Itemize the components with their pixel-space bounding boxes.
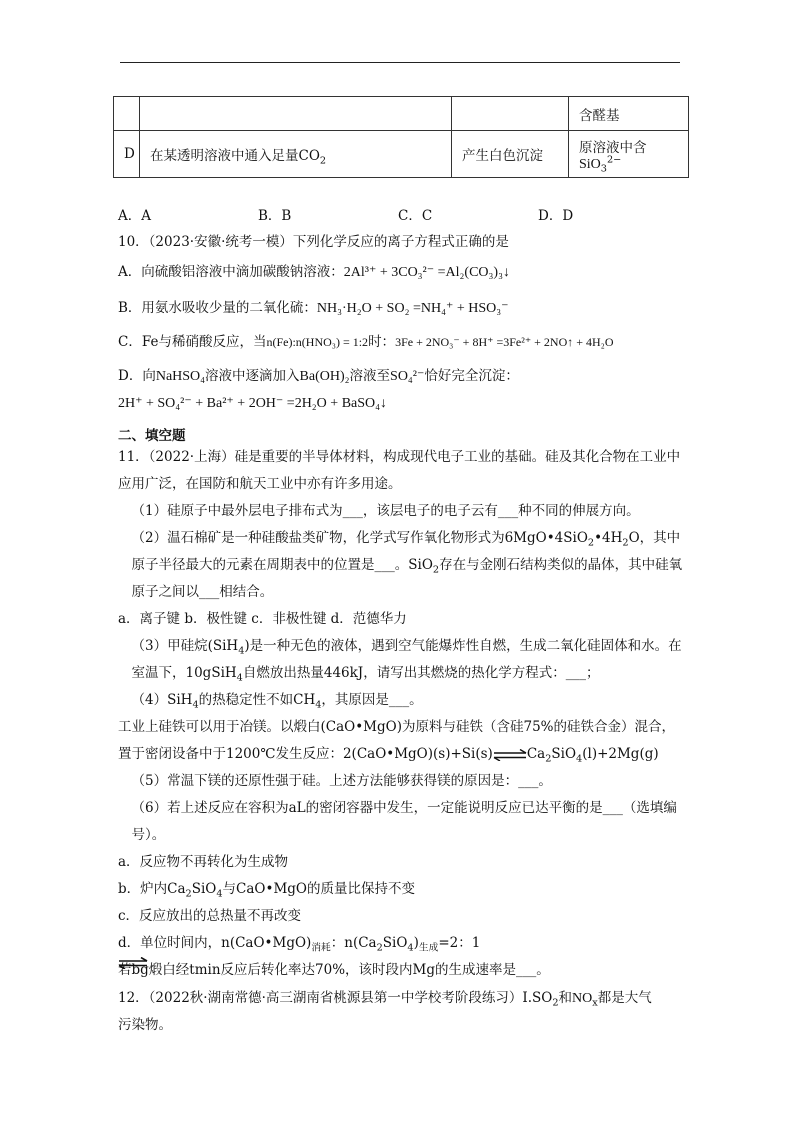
header-rule [120,62,680,63]
equilibrium-arrow-icon [118,957,148,969]
table-cell [452,97,569,131]
equation: NH₃·H₂O + SO₂ =NH₄⁺ + HSO₃⁻ [316,301,509,316]
q11-part6: （6）若上述反应在容积为aL的密闭容器中发生，一定能说明反应已达平衡的是___（选填编号）。 [131,800,677,843]
q10-option-c[interactable]: C．Fe与稀硝酸反应，当n(Fe):n(HNO₃) = 1:2时：3Fe + 2NO₃⁻ + 8H⁺ =3Fe²⁺ + 2NO↑ + 4H₂O [118,334,614,350]
q11-part1: （1）硅原子中最外层电子排布式为___，该层电子的电子云有___种不同的伸展方向。 [131,503,640,519]
q11-part6-option-c: c．反应放出的总热量不再改变 [118,908,302,924]
table-cell: 产生白色沉淀 [452,131,569,178]
q10-stem: 10．（2023·安徽·统考一模）下列化学反应的离子方程式正确的是 [118,234,509,250]
option-a[interactable]: A．A [118,208,151,224]
equation: 2Al³⁺ + 3CO₃²⁻ =Al₂(CO₃)₃↓ [343,265,510,280]
q12 [118,985,683,1039]
equation: 2H⁺ + SO₄²⁻ + Ba²⁺ + 2OH⁻ =2H₂O + BaSO₄↓ [118,396,388,411]
q11-part6-option-b: b．炉内$Ca_2SiO_4$与CaO•MgO的质量比保持不变 [118,881,415,900]
table-cell: 原溶液中含SiO$_3^{2-}$ [569,131,689,178]
table-cell: 在某透明溶液中通入足量$CO_2$ [140,131,452,178]
option-b[interactable]: B．B [258,208,292,224]
equation: 3Fe + 2NO₃⁻ + 8H⁺ =3Fe²⁺ + 2NO↑ + 4H₂O [395,335,614,349]
table-cell: 含醛基 [569,97,689,131]
q12-line1: 12．（2022秋·湖南常德·高三湖南省桃源县第一中学校考阶段练习）$Ⅰ.SO_2$和$NO_x$都是大气 [118,990,652,1009]
section-heading: 二、填空题 [118,428,186,444]
q11-rate: 若bg煅白经tmin反应后转化率达70%，该时段内Mg的生成速率是___。 [118,962,550,978]
q10-option-b[interactable]: B．用氨水吸收少量的二氧化硫：NH₃·H₂O + SO₂ =NH₄⁺ + HSO₃⁻ [118,300,509,316]
q11-part4: （4）SiH$_4$的热稳定性不如$CH_4$，其原因是___。 [131,692,423,711]
option-table [113,96,689,178]
q11-part2-options: a．离子键 b．极性键 c．非极性键 d．范德华力 [118,611,407,627]
option-c[interactable]: C．C [398,208,433,224]
q11-part6-option-d: d．单位时间内，$n(CaO•MgO)_{消耗}$：$n(Ca_2SiO_4)_{生成}=2$：1 [118,935,481,954]
q10-option-a[interactable]: A．向硫酸铝溶液中滴加碳酸钠溶液：2Al³⁺ + 3CO₃²⁻ =Al₂(CO₃)₃↓ [118,264,510,280]
q9-options [118,204,678,224]
equilibrium-arrow-icon [493,749,527,761]
q11-part2: （2）温石棉矿是一种硅酸盐类矿物，化学式写作氧化物形式为$6MgO•4SiO_2•4H_2O$，其中原子半径最大的元素在周期表中的位置是___。SiO$_2$存在与金刚石结构类似的晶体，其中硅氧原子之间以___相结合。 [131,530,683,600]
table-cell [114,97,140,131]
q11-stem: 11．（2022·上海）硅是重要的半导体材料，构成现代电子工业的基础。硅及其化合物在工业中应用广泛，在国防和航天工业中亦有许多用途。 [118,449,681,492]
table-row [114,97,689,131]
q12-line2: 污染物。 [118,1017,172,1033]
q11 [118,444,683,984]
q11-part5: （5）常温下镁的还原性强于硅。上述方法能够获得镁的原因是：___。 [131,773,552,789]
table-row [114,131,689,178]
option-d[interactable]: D．D [538,208,574,224]
q11-industry: 工业上硅铁可以用于冶镁。以煅白(CaO•MgO)为原料与硅铁（含硅75%的硅铁合金）混合，置于密闭设备中于1200℃发生反应：2(CaO•MgO)(s)+Si(s) $Ca_2SiO_4(l)+2Mg(g)$ [118,719,675,765]
q11-part3: （3）甲硅烷(SiH$_4$)是一种无色的液体，遇到空气能爆炸性自燃，生成二氧化硅固体和水。在室温下，10gSiH$_4$自燃放出热量446kJ，请写出其燃烧的热化学方程式：___； [131,638,682,684]
q10-option-d[interactable]: D．向NaHSO₄溶液中逐滴加入Ba(OH)₂溶液至SO₄²⁻恰好完全沉淀： [118,368,519,384]
q11-part6-option-a: a．反应物不再转化为生成物 [118,854,289,870]
table-cell [140,97,452,131]
table-cell-label: D [114,131,140,178]
